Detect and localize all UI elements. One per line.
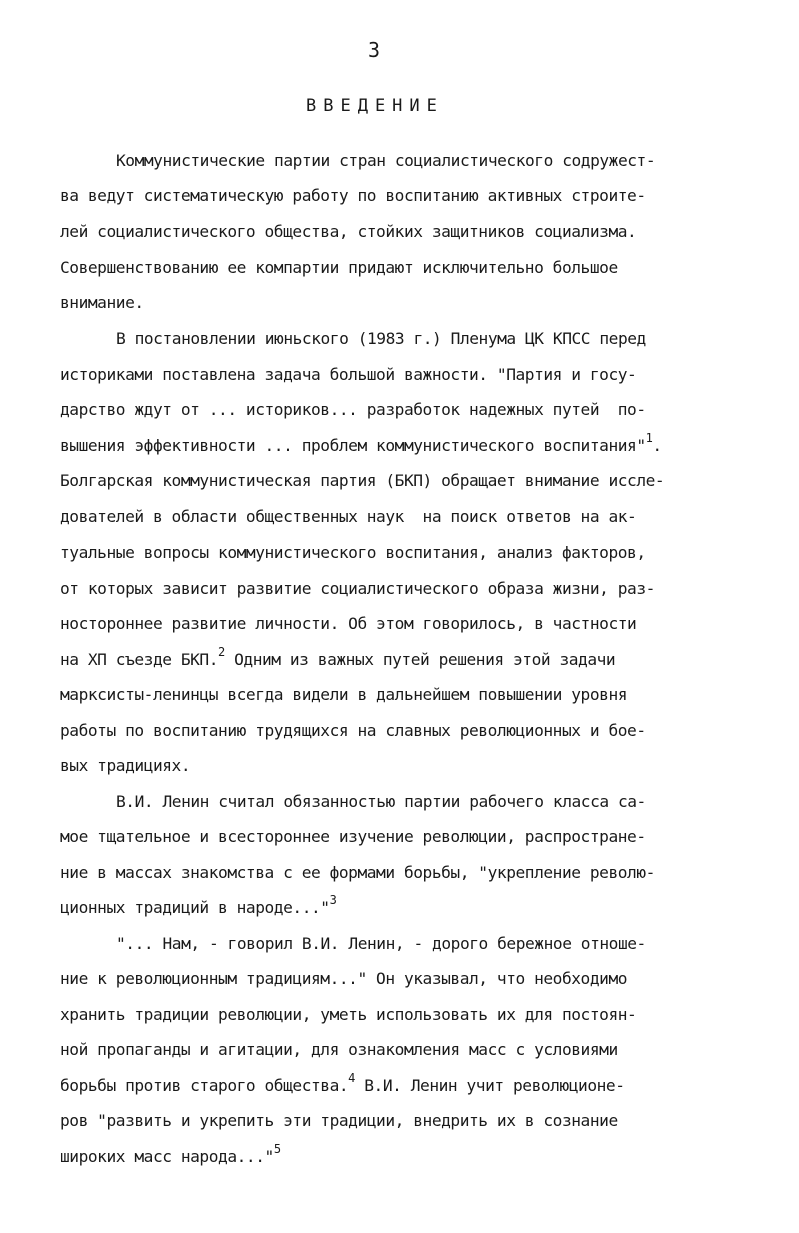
page-number: 3 <box>368 38 381 62</box>
text-line: В постановлении июньского (1983 г.) Пленума ЦК КПСС перед <box>116 329 646 348</box>
text-line: туальные вопросы коммунистического воспитания, анализ факторов, <box>60 543 646 562</box>
text-line: хранить традиции революции, уметь использовать их для постоян- <box>60 1005 637 1024</box>
text-line: "... Нам, - говорил В.И. Ленин, - дорого бережное отноше- <box>116 934 646 953</box>
text-line: ние к революционным традициям..." Он указывал, что необходимо <box>60 969 628 988</box>
footnote-ref: 3 <box>329 893 337 907</box>
text-line: мое тщательное и всестороннее изучение революции, распростране- <box>60 827 646 846</box>
text-line: от которых зависит развитие социалистического образа жизни, раз- <box>60 579 655 598</box>
section-heading: ВВЕДЕНИЕ <box>306 96 444 116</box>
text-line: ционных традиций в народе..."$^3$ <box>60 893 337 917</box>
text-line: широких масс народа..."$^5$ <box>60 1142 281 1166</box>
text-line: В.И. Ленин считал обязанностью партии рабочего класса са- <box>116 792 646 811</box>
text-line: ние в массах знакомства с ее формами борьбы, "укрепление револю- <box>60 863 655 882</box>
text-line: историками поставлена задача большой важности. "Партия и госу- <box>60 365 637 384</box>
text-line: Болгарская коммунистическая партия (БКП) обращает внимание иссле- <box>60 471 665 490</box>
text-line: Совершенствованию ее компартии придают исключительно большое <box>60 258 618 277</box>
text-line: ров "развить и укрепить эти традиции, внедрить их в сознание <box>60 1111 618 1130</box>
text-line: Коммунистические партии стран социалистического содружест- <box>116 151 656 170</box>
text-line: дователей в области общественных наук на поиск ответов на ак- <box>60 507 637 526</box>
text-line: марксисты-ленинцы всегда видели в дальнейшем повышении уровня <box>60 685 628 704</box>
text-line: ной пропаганды и агитации, для ознакомления масс с условиями <box>60 1040 618 1059</box>
text-line: внимание. <box>60 293 144 312</box>
footnote-ref: 1 <box>645 431 653 445</box>
text-line: ностороннее развитие личности. Об этом говорилось, в частности <box>60 614 637 633</box>
text-line: дарство ждут от ... историков... разработок надежных путей по- <box>60 400 646 419</box>
text-line: работы по воспитанию трудящихся на славных революционных и боe- <box>60 721 646 740</box>
text-line: на ХП съезде БКП.$^2$ Одним из важных путей решения этой задачи <box>60 645 616 669</box>
text-line: лей социалистического общества, стойких защитников социализма. <box>60 222 637 241</box>
footnote-ref: 4 <box>348 1071 355 1085</box>
text-line: ва ведут систематическую работу по воспитанию активных строите- <box>60 186 646 205</box>
text-line: вых традициях. <box>60 756 191 775</box>
text-line: вышения эффективности ... проблем коммунистического воспитания"$^1$. <box>60 431 662 455</box>
text-line: борьбы против старого общества.$^4$ В.И. Ленин учит революционе- <box>60 1071 625 1095</box>
footnote-ref: 5 <box>273 1142 281 1156</box>
footnote-ref: 2 <box>218 645 225 659</box>
